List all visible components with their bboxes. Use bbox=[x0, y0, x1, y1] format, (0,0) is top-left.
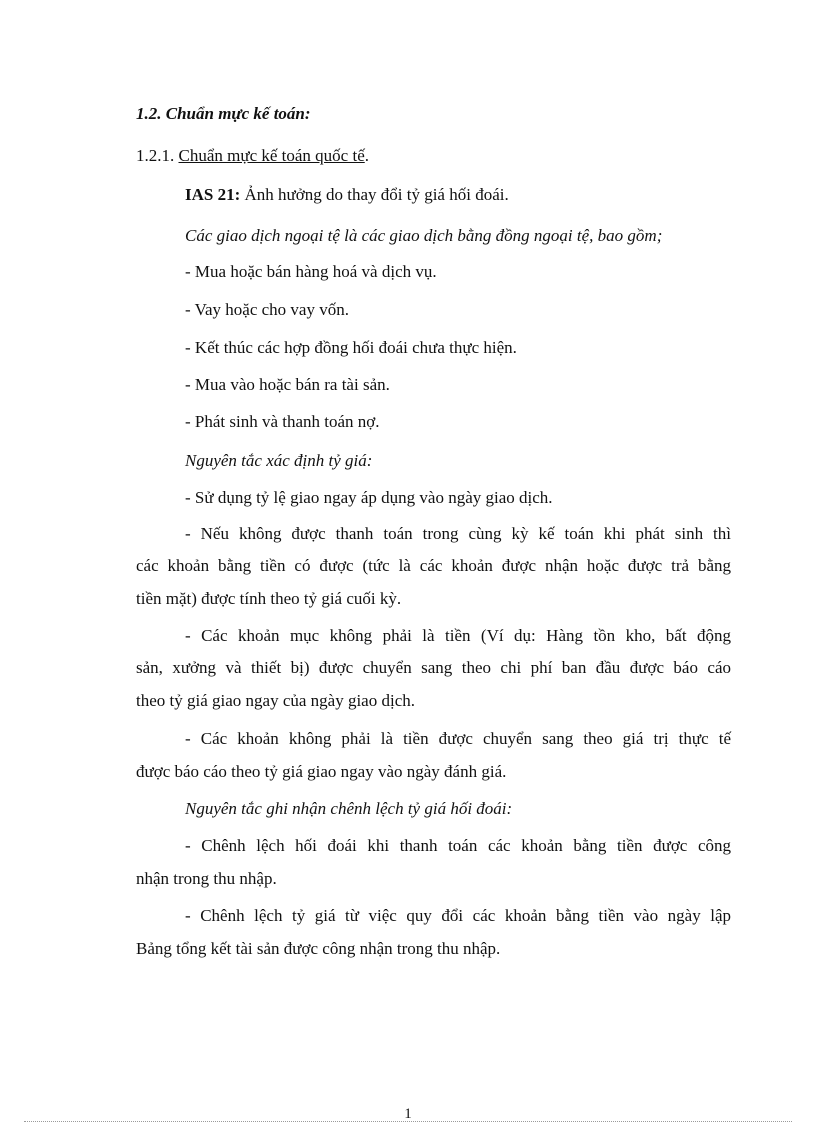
rate-principle-heading: Nguyên tắc xác định tỷ giá: bbox=[185, 451, 373, 470]
difference-heading: Nguyên tắc ghi nhận chênh lệch tỷ giá hối đoái: bbox=[185, 799, 513, 818]
rate-rule-4-line: - Các khoản không phải là tiền được chuyển sang theo giá trị thực tế bbox=[185, 729, 731, 748]
rate-rule-2-line: các khoản bằng tiền có được (tức là các khoản được nhận hoặc được trả bằng bbox=[136, 556, 731, 575]
ias-heading bbox=[185, 185, 731, 205]
transaction-item: - Vay hoặc cho vay vốn. bbox=[185, 300, 349, 319]
rate-rule-3-line: theo tỷ giá giao ngay của ngày giao dịch. bbox=[136, 691, 415, 710]
transaction-item: - Mua hoặc bán hàng hoá và dịch vụ. bbox=[185, 262, 437, 281]
rate-rule-3-line: sản, xưởng và thiết bị) được chuyển sang theo chi phí ban đầu được báo cáo bbox=[136, 658, 731, 677]
subsection-period: . bbox=[364, 146, 369, 165]
rate-rule-4-line: được báo cáo theo tỷ giá giao ngay vào ngày đánh giá. bbox=[136, 762, 507, 781]
page-number: 1 bbox=[404, 1106, 412, 1122]
transaction-item: - Mua vào hoặc bán ra tài sản. bbox=[185, 375, 390, 394]
subsection-heading bbox=[136, 146, 731, 166]
difference-rule-1-line: - Chênh lệch hối đoái khi thanh toán các khoản bằng tiền được công bbox=[185, 836, 731, 855]
ias-title: Ảnh hưởng do thay đổi tỷ giá hối đoái. bbox=[240, 185, 509, 204]
intro-paragraph: Các giao dịch ngoại tệ là các giao dịch bằng đồng ngoại tệ, bao gồm; bbox=[185, 226, 663, 245]
footer-divider bbox=[24, 1121, 792, 1122]
section-heading: 1.2. Chuẩn mực kế toán: bbox=[136, 104, 311, 123]
difference-rule-2-line: Bảng tổng kết tài sản được công nhận trong thu nhập. bbox=[136, 939, 501, 958]
rate-rule-1: - Sử dụng tỷ lệ giao ngay áp dụng vào ngày giao dịch. bbox=[185, 488, 553, 507]
transaction-item: - Kết thúc các hợp đồng hối đoái chưa thực hiện. bbox=[185, 338, 517, 357]
ias-code: IAS 21: bbox=[185, 185, 241, 204]
difference-rule-1-line: nhận trong thu nhập. bbox=[136, 869, 277, 888]
rate-rule-2-line: tiền mặt) được tính theo tỷ giá cuối kỳ. bbox=[136, 589, 402, 608]
rate-rule-2-line: - Nếu không được thanh toán trong cùng kỳ kế toán khi phát sinh thì bbox=[185, 524, 731, 543]
subsection-title: Chuẩn mực kế toán quốc tế bbox=[178, 146, 365, 165]
rate-rule-3-line: - Các khoản mục không phải là tiền (Ví dụ: Hàng tồn kho, bất động bbox=[185, 626, 731, 645]
subsection-number: 1.2.1. bbox=[136, 146, 175, 165]
transaction-item: - Phát sinh và thanh toán nợ. bbox=[185, 412, 380, 431]
difference-rule-2-line: - Chênh lệch tỷ giá từ việc quy đổi các khoản bằng tiền vào ngày lập bbox=[185, 906, 731, 925]
